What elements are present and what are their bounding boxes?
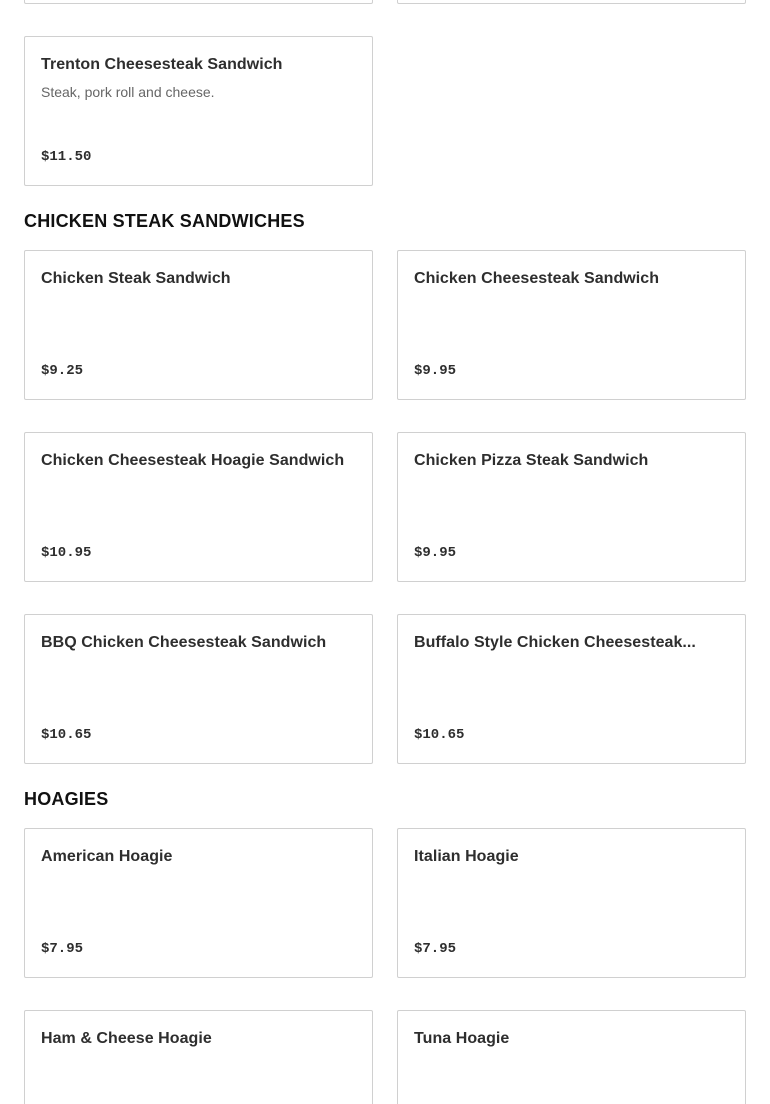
menu-item-price: $9.95 — [414, 363, 457, 379]
menu-item-name: Chicken Cheesesteak Hoagie Sandwich — [41, 452, 345, 469]
menu-item-card[interactable] — [397, 614, 746, 764]
menu-item-name: Chicken Steak Sandwich — [41, 270, 231, 287]
menu-item-card[interactable] — [397, 250, 746, 400]
menu-item-name: Trenton Cheesesteak Sandwich — [41, 56, 283, 73]
menu-item-card-partial[interactable] — [24, 0, 373, 4]
menu-item-price: $11.50 — [41, 149, 92, 165]
menu-item-price: $9.95 — [414, 545, 457, 561]
menu-item-card-partial[interactable] — [397, 0, 746, 4]
menu-item-card[interactable] — [24, 250, 373, 400]
menu-item-card[interactable] — [24, 36, 373, 186]
menu-item-card[interactable] — [24, 432, 373, 582]
menu-item-name: American Hoagie — [41, 848, 173, 865]
menu-item-card[interactable] — [24, 1010, 373, 1104]
menu-item-name: Ham & Cheese Hoagie — [41, 1030, 212, 1047]
menu-item-card[interactable] — [397, 432, 746, 582]
menu-item-card[interactable] — [24, 828, 373, 978]
menu-item-price: $10.95 — [41, 545, 92, 561]
menu-item-name: Tuna Hoagie — [414, 1030, 510, 1047]
menu-item-price: $10.65 — [41, 727, 92, 743]
menu-item-card[interactable] — [397, 828, 746, 978]
menu-item-description: Steak, pork roll and cheese. — [41, 84, 215, 100]
menu-item-price: $7.95 — [41, 941, 84, 957]
menu-item-name: Chicken Pizza Steak Sandwich — [414, 452, 649, 469]
menu-item-name: Chicken Cheesesteak Sandwich — [414, 270, 660, 287]
menu-item-name: Buffalo Style Chicken Cheesesteak... — [414, 634, 696, 651]
section-heading-hoagies: HOAGIES — [24, 789, 109, 809]
menu-item-price: $7.95 — [414, 941, 457, 957]
menu-item-name: BBQ Chicken Cheesesteak Sandwich — [41, 634, 327, 651]
menu-item-price: $10.65 — [414, 727, 465, 743]
menu-item-price: $9.25 — [41, 363, 84, 379]
menu-item-card[interactable] — [397, 1010, 746, 1104]
menu-item-name: Italian Hoagie — [414, 848, 519, 865]
section-heading-chicken-steak: CHICKEN STEAK SANDWICHES — [24, 211, 305, 231]
menu-item-card[interactable] — [24, 614, 373, 764]
